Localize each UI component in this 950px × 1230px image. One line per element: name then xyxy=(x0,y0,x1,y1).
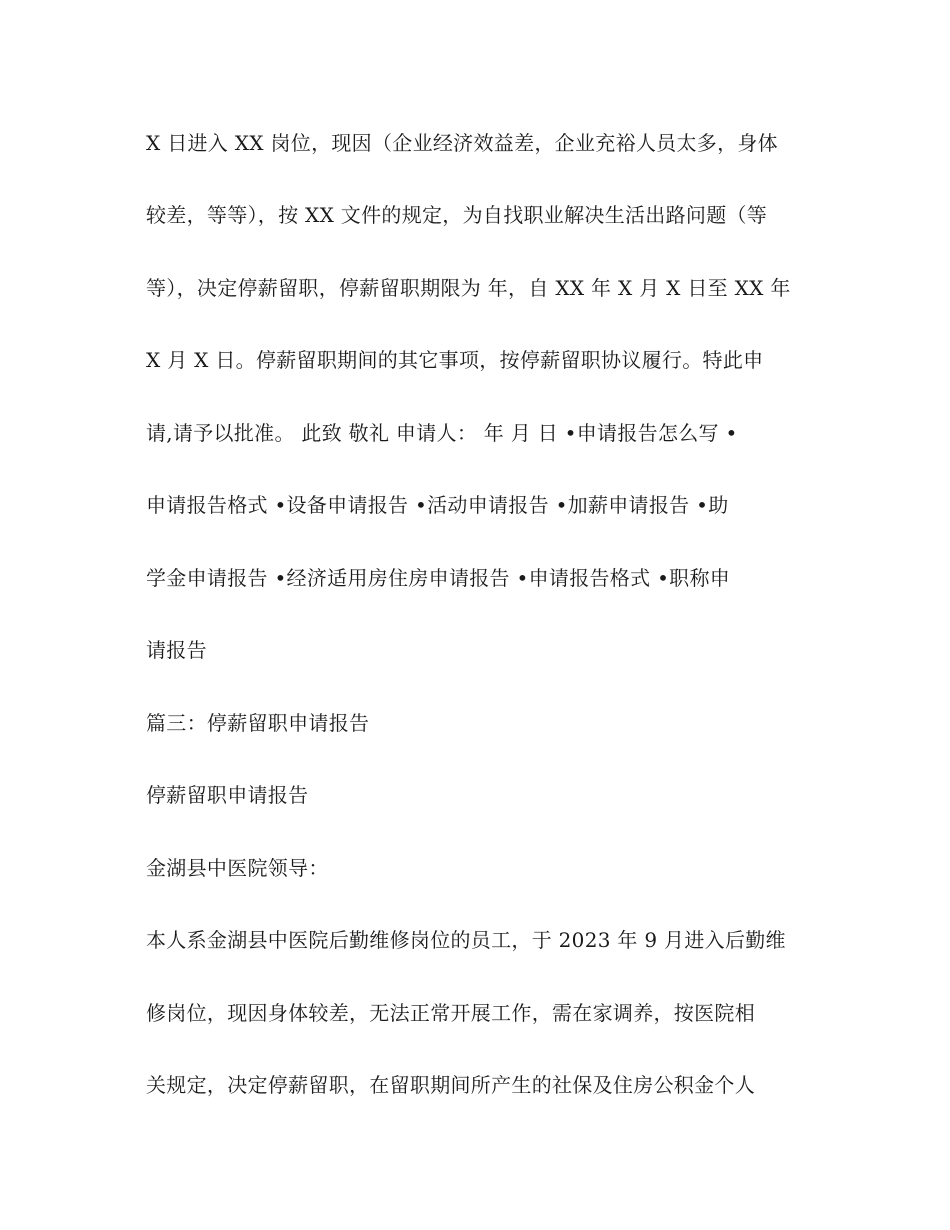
text-line-5: 请,请予以批准。 此致 敬礼 申请人： 年 月 日 •申请报告怎么写 • xyxy=(146,421,738,445)
section-heading: 篇三：停薪留职申请报告 xyxy=(146,711,370,735)
letter-salutation: 金湖县中医院领导： xyxy=(146,856,329,880)
text-line-7: 学金申请报告 •经济适用房住房申请报告 •申请报告格式 •职称申 xyxy=(146,566,731,590)
text-line-6: 申请报告格式 •设备申请报告 •活动申请报告 •加薪申请报告 •助 xyxy=(146,493,729,517)
text-line-2: 较差，等等），按 XX 文件的规定，为自找职业解决生活出路问题（等 xyxy=(146,203,768,227)
text-line-8: 请报告 xyxy=(146,638,207,662)
text-line-3: 等），决定停薪留职，停薪留职期限为 年，自 XX 年 X 月 X 日至 XX 年 xyxy=(146,276,791,300)
text-line-12: 本人系金湖县中医院后勤维修岗位的员工，于 2023 年 9 月进入后勤维 xyxy=(146,928,786,952)
text-line-4: X 月 X 日。停薪留职期间的其它事项，按停薪留职协议履行。特此申 xyxy=(146,348,764,372)
text-line-1: X 日进入 XX 岗位，现因（企业经济效益差，企业充裕人员太多，身体 xyxy=(146,131,778,155)
text-line-13: 修岗位，现因身体较差，无法正常开展工作，需在家调养，按医院相 xyxy=(146,1001,755,1025)
letter-title: 停薪留职申请报告 xyxy=(146,783,309,807)
text-line-14: 关规定，决定停薪留职，在留职期间所产生的社保及住房公积金个人 xyxy=(146,1073,755,1097)
